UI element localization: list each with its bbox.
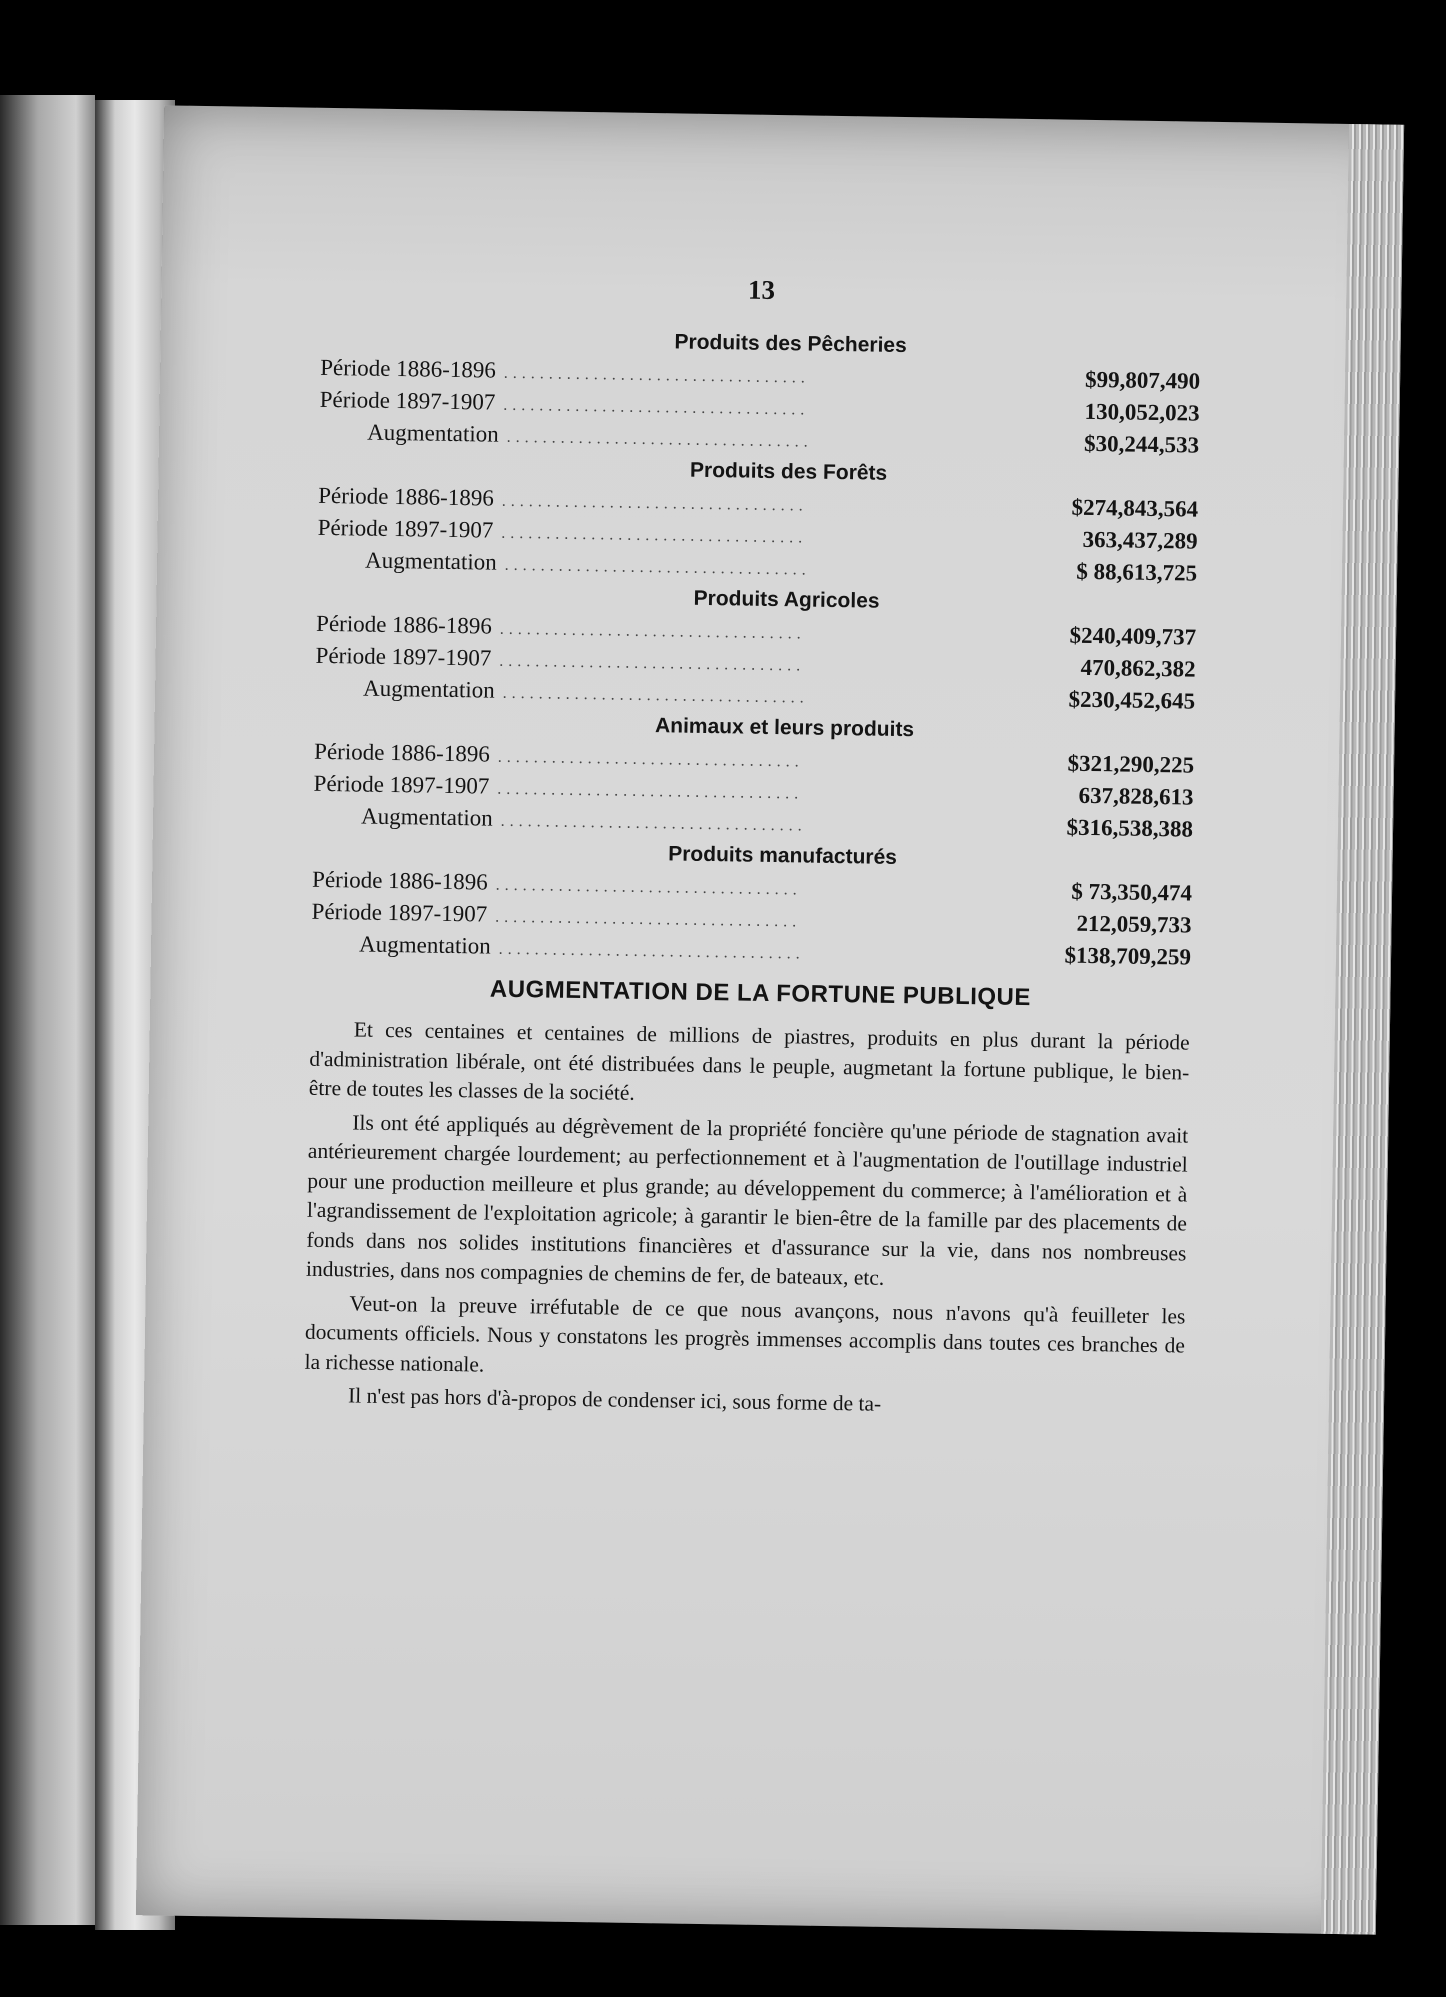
- left-page-edge: [0, 95, 95, 1925]
- production-section: [313, 709, 1195, 847]
- row-amount: $ 73,350,474: [1071, 878, 1193, 906]
- row-label: Période 1897-1907: [311, 898, 488, 927]
- dot-leader: ..................................: [502, 684, 809, 707]
- row-label: Période 1897-1907: [315, 642, 492, 671]
- production-section: [317, 453, 1199, 591]
- section-heading: Produits manufacturés: [668, 842, 898, 869]
- book-page: [136, 105, 1404, 1934]
- production-tables: [311, 325, 1201, 975]
- paragraph: Ils ont été appliqués au dégrèvement de la propriété foncière qu'une période de stagnation avait antérieurement chargée lourdement; au perfectionnement et à l'augmentation de l'outillage industriel pour une production meilleure et plus grande; au développement du commerce; à l'amélioration et à l'agrandissement de l'exploitation agricole; à garantir le bien-être de la famille par des placements de fonds dans nos solides institutions financières et d'assurance sur la vie, dans nos nombreuses industries, dans nos compagnies de chemins de fer, de bateaux, etc.: [305, 1109, 1189, 1290]
- row-label: Période 1897-1907: [317, 514, 494, 543]
- row-label: Augmentation: [358, 931, 491, 959]
- dot-leader: ..................................: [499, 620, 806, 643]
- dot-leader: ..................................: [499, 652, 806, 675]
- row-label: Période 1897-1907: [313, 770, 490, 799]
- row-label: Augmentation: [364, 547, 497, 575]
- row-label: Période 1886-1896: [319, 354, 497, 383]
- row-amount: $30,244,533: [1083, 430, 1200, 458]
- row-amount: 212,059,733: [1076, 910, 1192, 938]
- dot-leader: ..................................: [503, 396, 810, 419]
- dot-leader: ..................................: [506, 428, 813, 451]
- dot-leader: ..................................: [500, 812, 807, 835]
- row-amount: $230,452,645: [1068, 686, 1196, 714]
- row-amount: $99,807,490: [1084, 366, 1201, 394]
- row-label: Période 1886-1896: [317, 482, 495, 511]
- row-amount: $321,290,225: [1067, 750, 1195, 778]
- page-number: 13: [747, 274, 776, 305]
- row-amount: $274,843,564: [1071, 494, 1199, 522]
- row-label: Augmentation: [366, 419, 499, 447]
- dot-leader: ..................................: [501, 492, 808, 515]
- main-heading: AUGMENTATION DE LA FORTUNE PUBLIQUE: [489, 975, 1032, 1012]
- section-heading: Animaux et leurs produits: [654, 714, 915, 742]
- production-section: [311, 837, 1193, 975]
- page-content: [304, 268, 1202, 1428]
- row-amount: 470,862,382: [1080, 654, 1196, 682]
- dot-leader: ..................................: [497, 748, 804, 771]
- dot-leader: ..................................: [504, 556, 811, 579]
- dot-leader: ..................................: [495, 908, 802, 931]
- row-amount: $240,409,737: [1069, 622, 1197, 650]
- row-label: Période 1886-1896: [313, 738, 491, 767]
- row-label: Période 1886-1896: [315, 610, 493, 639]
- dot-leader: ..................................: [503, 364, 810, 387]
- row-amount: 637,828,613: [1078, 782, 1194, 810]
- row-label: Augmentation: [362, 675, 495, 703]
- row-amount: 363,437,289: [1082, 526, 1198, 554]
- section-heading: Produits Agricoles: [693, 586, 880, 613]
- section-heading: Produits des Forêts: [689, 458, 888, 485]
- row-amount: $138,709,259: [1064, 942, 1192, 970]
- row-amount: $ 88,613,725: [1076, 558, 1198, 586]
- row-label: Période 1897-1907: [319, 386, 496, 415]
- row-amount: 130,052,023: [1084, 398, 1200, 426]
- paragraph: Et ces centaines et centaines de millions de piastres, produits en plus durant la période d'administration libérale, ont été distribuées dans le peuple, augmetant la fortune publique, le bien-être de toutes les classes de la société.: [308, 1017, 1190, 1105]
- row-amount: $316,538,388: [1066, 814, 1194, 842]
- paragraph: Il n'est pas hors d'à-propos de condenser ici, sous forme de ta-: [347, 1383, 882, 1416]
- row-label: Période 1886-1896: [311, 866, 489, 895]
- row-label: Augmentation: [360, 803, 493, 831]
- dot-leader: ..................................: [495, 876, 802, 899]
- dot-leader: ..................................: [498, 940, 805, 963]
- production-section: [315, 581, 1197, 719]
- dot-leader: ..................................: [497, 780, 804, 803]
- production-section: [319, 325, 1201, 463]
- paragraph: Veut-on la preuve irréfutable de ce que nous avançons, nous n'avons qu'à feuilleter les documents officiels. Nous y constatons les progrès immenses accomplis dans toutes ces branches de la richesse nationale.: [304, 1290, 1186, 1377]
- section-heading: Produits des Pêcheries: [674, 330, 907, 358]
- dot-leader: ..................................: [501, 524, 808, 547]
